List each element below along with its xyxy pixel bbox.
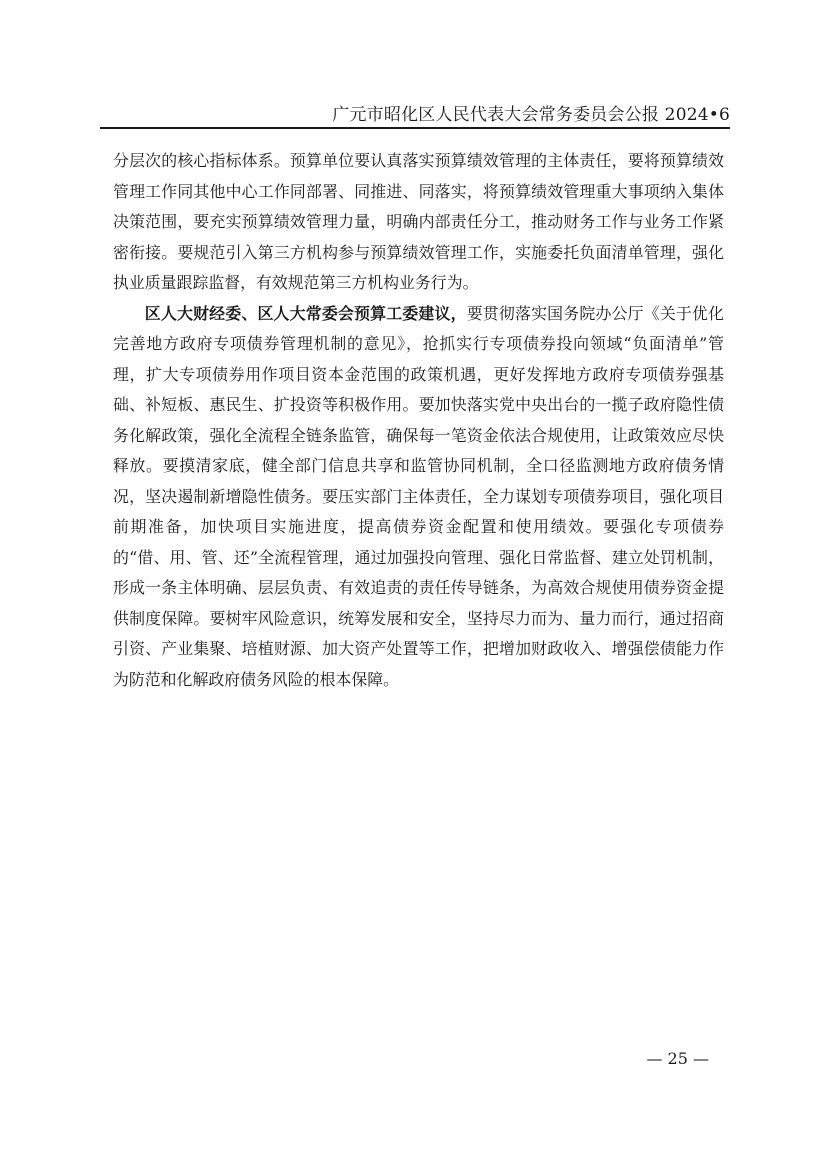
paragraph-lead: 区人大财经委、区人大常委会预算工委建议， xyxy=(144,303,467,323)
document-body xyxy=(113,146,724,695)
paragraph-recommendation xyxy=(113,299,724,696)
page-header: 广元市昭化区人民代表大会常务委员会公报 2024•6 xyxy=(332,105,730,125)
paragraph-text: 分层次的核心指标体系。预算单位要认真落实预算绩效管理的主体责任，要将预算绩效管理工作同其他中心工作同部署、同推进、同落实，将预算绩效管理重大事项纳入集体决策范围，要充实预算绩效管理力量，明确内部责任分工，推动财务工作与业务工作紧密衔接。要规范引入第三方机构参与预算绩效管理工作，实施委托负面清单管理，强化执业质量跟踪监督，有效规范第三方机构业务行为。 xyxy=(113,151,724,292)
paragraph-continued xyxy=(113,146,724,299)
paragraph-text: 要贯彻落实国务院办公厅《关于优化完善地方政府专项债券管理机制的意见》，抢抓实行专项债券投向领域“负面清单”管理，扩大专项债券用作项目资本金范围的政策机遇，更好发挥地方政府专项债券强基础、补短板、惠民生、扩投资等积极作用。要加快落实党中央出台的一揽子政府隐性债务化解政策，强化全流程全链条监管，确保每一笔资金依法合规使用，让政策效应尽快释放。要摸清家底，健全部门信息共享和监管协同机制，全口径监测地方政府债务情况，坚决遏制新增隐性债务。要压实部门主体责任，全力谋划专项债券项目，强化项目前期准备，加快项目实施进度，提高债券资金配置和使用绩效。要强化专项债券的“借、用、管、还”全流程管理，通过加强投向管理、强化日常监督、建立处罚机制，形成一条主体明确、层层负责、有效追责的责任传导链条，为高效合规使用债券资金提供制度保障。要树牢风险意识，统筹发展和安全，坚持尽力而为、量力而行，通过招商引资、产业集聚、培植财源、加大资产处置等工作，把增加财政收入、增强偿债能力作为防范和化解政府债务风险的根本保障。 xyxy=(113,303,725,689)
page-number: — 25 — xyxy=(646,1049,709,1068)
header-divider xyxy=(100,127,730,129)
